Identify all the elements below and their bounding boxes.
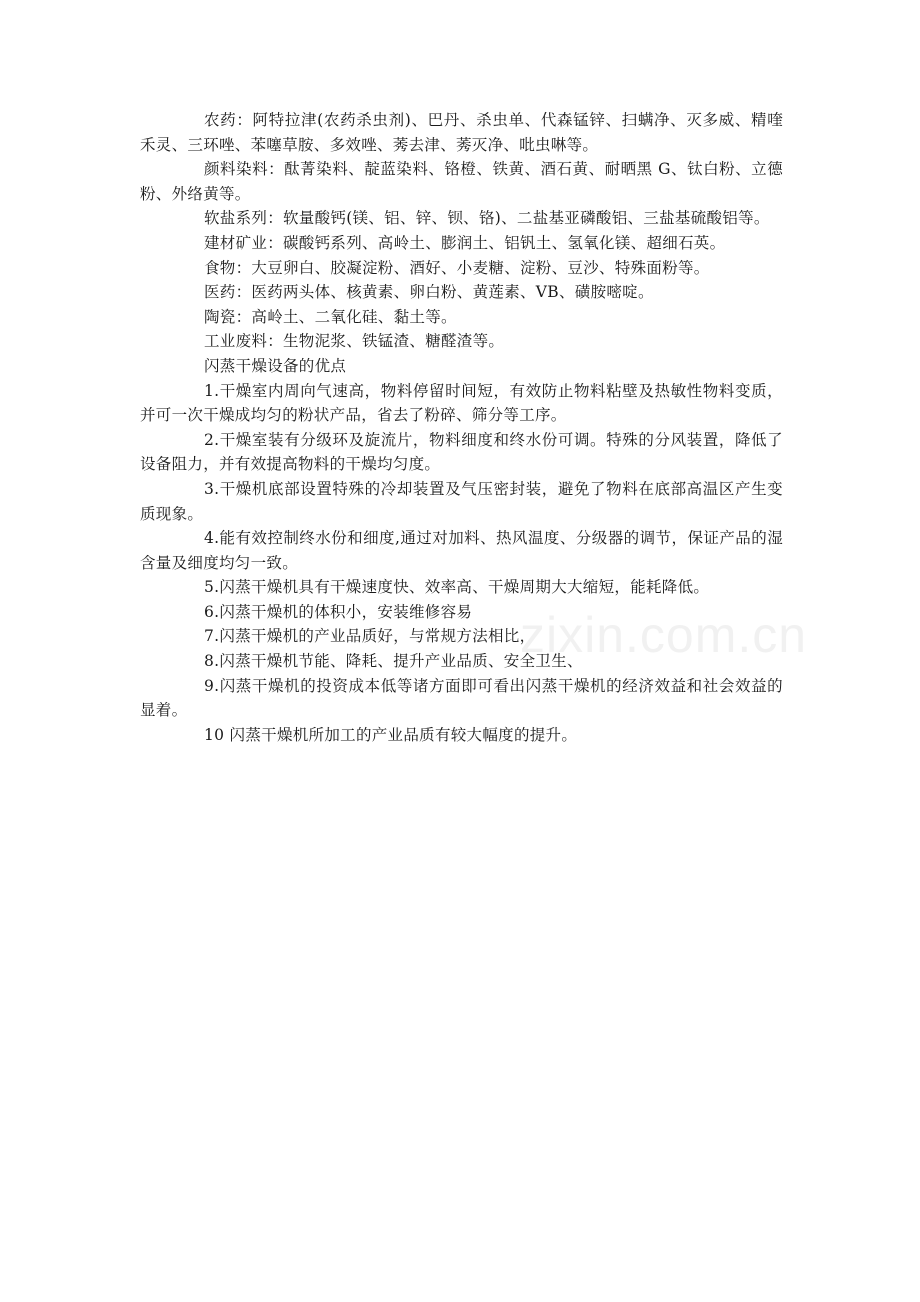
watermark: zixin.com.cn xyxy=(520,607,808,663)
paragraph-building-minerals: 建材矿业：碳酸钙系列、高岭土、膨润土、铝钒土、氢氧化镁、超细石英。 xyxy=(204,233,726,252)
advantage-item-4: 4.能有效控制终水份和细度,通过对加料、热风温度、分级器的调节，保证产品的湿含量及细度均匀一致。 xyxy=(140,529,783,572)
advantage-item-2: 2.干燥室装有分级环及旋流片，物料细度和终水份可调。特殊的分风装置，降低了设备阻力，并有效提高物料的干燥均匀度。 xyxy=(140,430,783,474)
advantage-item-1: 1.干燥室内周向气速高，物料停留时间短，有效防止物料粘壁及热敏性物料变质，并可一次干燥成均匀的粉状产品，省去了粉碎、筛分等工序。 xyxy=(140,381,783,425)
advantage-item-7: 7.闪蒸干燥机的产业品质好，与常规方法相比， xyxy=(204,627,536,646)
section-heading-advantages: 闪蒸干燥设备的优点 xyxy=(204,356,347,375)
paragraph-industrial-waste: 工业废料：生物泥浆、铁锰渣、糖醛渣等。 xyxy=(204,332,505,351)
paragraph-pesticides: 农药：阿特拉津(农药杀虫剂)、巴丹、杀虫单、代森锰锌、扫螨净、灭多威、精喹禾灵、三环唑、苯噻草胺、多效唑、莠去津、莠灭净、吡虫啉等。 xyxy=(140,111,783,154)
advantage-item-5: 5.闪蒸干燥机具有干燥速度快、效率高、干燥周期大大缩短，能耗降低。 xyxy=(204,578,710,597)
paragraph-pigments-dyes: 颜料染料：酞菁染料、靛蓝染料、铬橙、铁黄、酒石黄、耐晒黑 G、钛白粉、立德粉、外络黄等。 xyxy=(140,160,783,203)
paragraph-ceramics: 陶瓷：高岭土、二氧化硅、黏土等。 xyxy=(204,307,457,326)
paragraph-soft-salts: 软盐系列：软量酸钙(镁、铝、锌、钡、铬)、二盐基亚磷酸铝、三盐基硫酸铝等。 xyxy=(204,209,770,228)
paragraph-medicine: 医药：医药两头体、核黄素、卵白粉、黄莲素、VB、磺胺嘧啶。 xyxy=(204,283,654,302)
advantage-item-6: 6.闪蒸干燥机的体积小，安装维修容易 xyxy=(204,602,473,621)
advantage-item-8: 8.闪蒸干燥机节能、降耗、提升产业品质、安全卫生、 xyxy=(204,652,583,671)
paragraph-food: 食物：大豆卵白、胶凝淀粉、酒好、小麦糖、淀粉、豆沙、特殊面粉等。 xyxy=(204,258,710,277)
advantage-item-9: 9.闪蒸干燥机的投资成本低等诸方面即可看出闪蒸干燥机的经济效益和社会效益的显着。 xyxy=(140,676,783,720)
advantage-item-10: 10 闪蒸干燥机所加工的产业品质有较大幅度的提升。 xyxy=(204,725,578,744)
advantage-item-3: 3.干燥机底部设置特殊的冷却装置及气压密封装，避免了物料在底部高温区产生变质现象。 xyxy=(140,479,783,523)
